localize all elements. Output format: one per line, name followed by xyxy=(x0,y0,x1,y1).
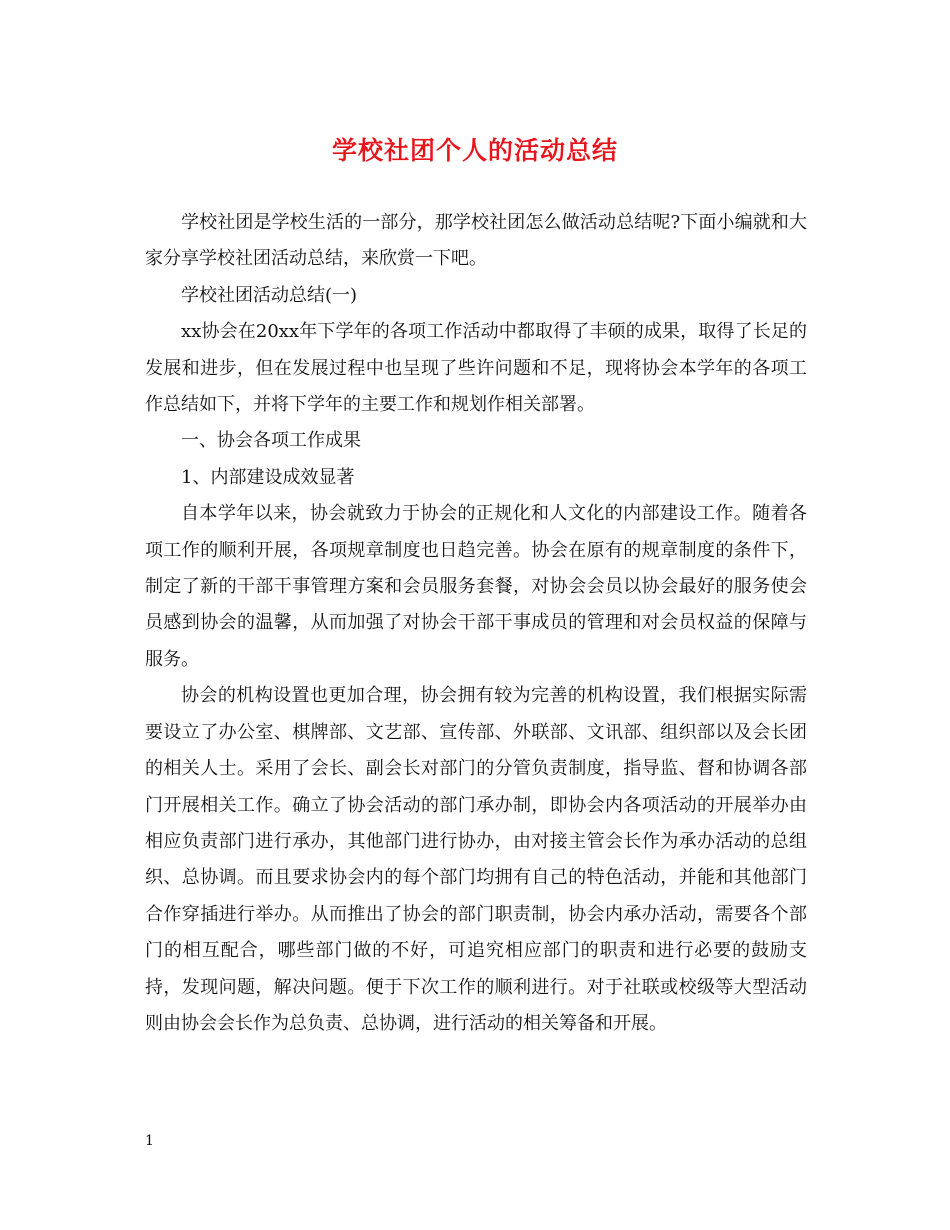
page-number: 1 xyxy=(145,1133,154,1149)
document-title: 学校社团个人的活动总结 xyxy=(331,136,618,165)
paragraph-section-heading: 学校社团活动总结(一) xyxy=(181,284,358,306)
paragraph-organization-structure: 协会的机构设置也更加合理，协会拥有较为完善的机构设置，我们根据实际需要设立了办公室、棋牌部、文艺部、宣传部、外联部、文讯部、组织部以及会长团的相关人士。采用了会长、副会长对部门的分管负责制度，指导监、督和协调各部门开展相关工作。确立了协会活动的部门承办制，即协会内各项活动的开展举办由相应负责部门进行承办，其他部门进行协办，由对接主管会长作为承办活动的总组织、总协调。而且要求协会内的每个部门均拥有自己的特色活动，并能和其他部门合作穿插进行举办。从而推出了协会的部门职责制，协会内承办活动，需要各个部门的相互配合，哪些部门做的不好，可追究相应部门的职责和进行必要的鼓励支持，发现问题，解决问题。便于下次工作的顺利进行。对于社联或校级等大型活动则由协会会长作为总负责、总协调，进行活动的相关筹备和开展。 xyxy=(145,685,807,1034)
paragraph-overview: xx协会在20xx年下学年的各项工作活动中都取得了丰硕的成果，取得了长足的发展和进步，但在发展过程中也呈现了些许问题和不足，现将协会本学年的各项工作总结如下，并将下学年的主要工作和规划作相关部署。 xyxy=(145,321,807,416)
document-body xyxy=(145,205,807,1042)
paragraph-heading-achievements: 一、协会各项工作成果 xyxy=(181,430,361,452)
paragraph-internal-construction: 自本学年以来，协会就致力于协会的正规化和人文化的内部建设工作。随着各项工作的顺利开展，各项规章制度也日趋完善。协会在原有的规章制度的条件下，制定了新的干部干事管理方案和会员服务套餐，对协会会员以协会最好的服务使会员感到协会的温馨，从而加强了对协会干部干事成员的管理和对会员权益的保障与服务。 xyxy=(145,503,807,670)
paragraph-heading-internal-construction: 1、内部建设成效显著 xyxy=(181,466,355,488)
paragraph-intro: 学校社团是学校生活的一部分，那学校社团怎么做活动总结呢?下面小编就和大家分享学校社团活动总结，来欣赏一下吧。 xyxy=(145,212,807,270)
